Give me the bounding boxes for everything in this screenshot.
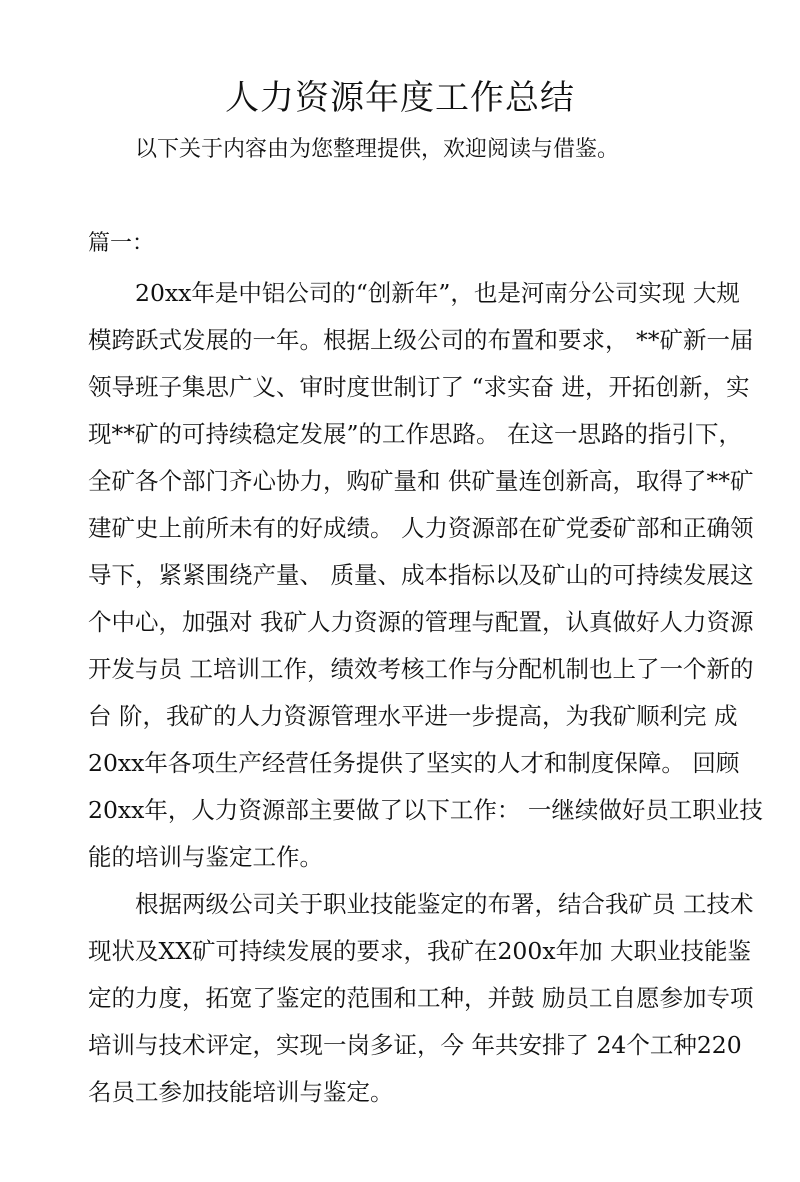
paragraph-2-line: 根据两级公司关于职业技能鉴定的布署，结合我矿员 工技术: [135, 890, 754, 918]
paragraph-1-line: 开发与员 工培训工作，绩效考核工作与分配机制也上了一个新的: [88, 655, 754, 683]
paragraph-1-line: 模跨跃式发展的一年。根据上级公司的布置和要求， **矿新一届: [88, 326, 754, 354]
paragraph-1-line: 领导班子集思广义、审时度世制订了 “求实奋 进，开拓创新，实: [88, 373, 750, 401]
paragraph-1-line: 现**矿的可持续稳定发展”的工作思路。 在这一思路的指引下，: [88, 420, 742, 448]
paragraph-1-line: 20xx年是中铝公司的“创新年”，也是河南分公司实现 大规: [135, 279, 740, 307]
paragraph-1-line: 导下，紧紧围绕产量、 质量、成本指标以及矿山的可持续发展这: [88, 561, 754, 589]
paragraph-2-line: 名员工参加技能培训与鉴定。: [88, 1078, 394, 1106]
document-subtitle: 以下关于内容由为您整理提供，欢迎阅读与借鉴。: [135, 137, 620, 162]
paragraph-1-line: 个中心，加强对 我矿人力资源的管理与配置，认真做好人力资源: [88, 608, 754, 636]
document-title: 人力资源年度工作总结: [225, 78, 575, 118]
paragraph-2-line: 定的力度，拓宽了鉴定的范围和工种，并鼓 励员工自愿参加专项: [88, 984, 754, 1012]
paragraph-2-line: 培训与技术评定，实现一岗多证，今 年共安排了 24个工种220: [88, 1031, 742, 1059]
paragraph-1-line: 全矿各个部门齐心协力，购矿量和 供矿量连创新高，取得了**矿: [88, 467, 754, 495]
paragraph-1-line: 20xx年，人力资源部主要做了以下工作： 一继续做好员工职业技: [88, 796, 763, 824]
paragraph-1-line: 能的培训与鉴定工作。: [88, 843, 323, 871]
paragraph-1-line: 台 阶，我矿的人力资源管理水平进一步提高，为我矿顺利完 成: [88, 702, 738, 730]
paragraph-1-line: 建矿史上前所未有的好成绩。 人力资源部在矿党委矿部和正确领: [88, 514, 754, 542]
section-label: 篇一：: [88, 231, 155, 256]
paragraph-1-line: 20xx年各项生产经营任务提供了坚实的人才和制度保障。 回顾: [88, 749, 740, 777]
paragraph-2-line: 现状及XX矿可持续发展的要求，我矿在200x年加 大职业技能鉴: [88, 937, 752, 965]
